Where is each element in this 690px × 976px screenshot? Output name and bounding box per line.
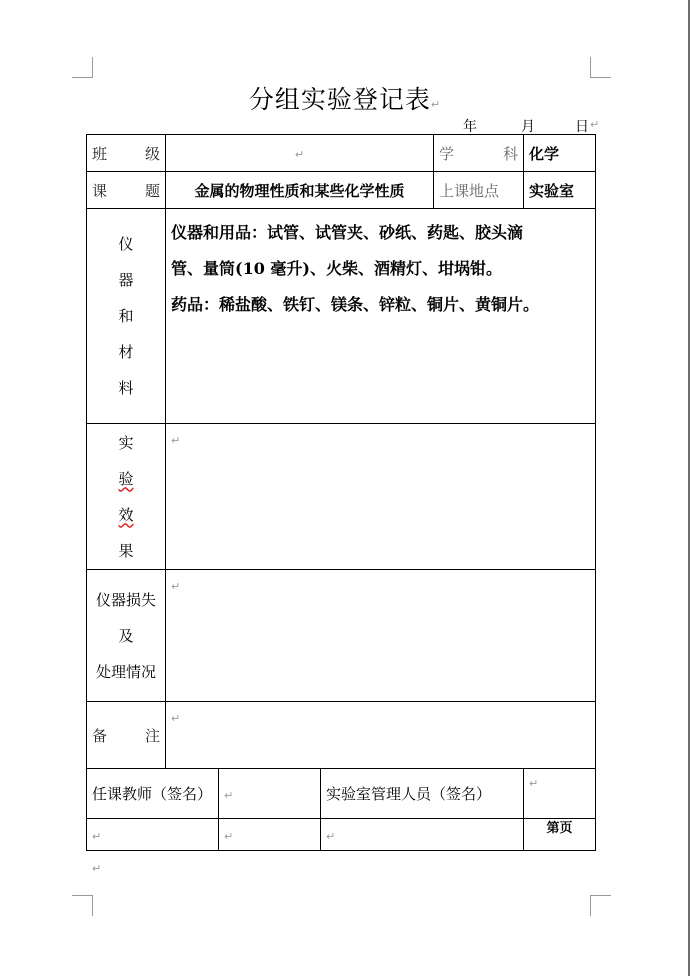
row-damage bbox=[87, 570, 596, 702]
paragraph-mark-icon: ↵ bbox=[224, 788, 234, 802]
date-year-label: 年 bbox=[463, 119, 477, 135]
effect-label: 实 验 效 果 bbox=[87, 424, 166, 570]
paragraph-mark-icon: ↵ bbox=[326, 829, 336, 843]
date-month-label: 月 bbox=[521, 119, 535, 135]
reagents-line: 药品：稀盐酸、铁钉、镁条、锌粒、铜片、黄铜片。 bbox=[171, 295, 540, 314]
equipment-content[interactable] bbox=[166, 209, 596, 424]
row-last bbox=[87, 819, 596, 851]
effect-field[interactable] bbox=[166, 424, 596, 570]
paragraph-mark-icon: ↵ bbox=[92, 829, 102, 843]
paragraph-mark-icon: ↵ bbox=[430, 98, 442, 111]
crop-mark-bottom-right-v bbox=[590, 895, 591, 916]
registration-form-table bbox=[86, 134, 596, 851]
equipment-line: 管、量筒(10 毫升)、火柴、酒精灯、坩埚钳。 bbox=[171, 259, 502, 278]
crop-mark-top-right-h bbox=[590, 77, 611, 78]
paragraph-mark-icon: ↵ bbox=[171, 434, 181, 447]
paragraph-mark-icon: ↵ bbox=[529, 777, 539, 790]
crop-mark-bottom-left-v bbox=[92, 895, 93, 916]
document-title bbox=[0, 80, 690, 116]
crop-mark-top-left-v bbox=[92, 57, 93, 78]
lab-admin-signature-field[interactable] bbox=[524, 769, 596, 819]
row-topic bbox=[87, 172, 596, 209]
teacher-signature-label: 任课教师（签名） bbox=[87, 769, 219, 819]
row-effect bbox=[87, 424, 596, 570]
page-number-label: 第页 bbox=[524, 819, 596, 851]
footer-cell-1[interactable] bbox=[87, 819, 219, 851]
class-location-value[interactable]: 实验室 bbox=[524, 172, 596, 209]
date-day-label: 日 bbox=[575, 119, 589, 135]
row-signature bbox=[87, 769, 596, 819]
paragraph-mark-icon: ↵ bbox=[171, 580, 181, 593]
class-label: 班 级 bbox=[87, 135, 166, 172]
topic-label: 课 题 bbox=[87, 172, 166, 209]
paragraph-mark-icon: ↵ bbox=[590, 118, 600, 131]
paragraph-mark-icon: ↵ bbox=[294, 148, 305, 161]
class-location-label: 上课地点 bbox=[434, 172, 524, 209]
remarks-label: 备 注 bbox=[87, 702, 166, 769]
teacher-signature-field[interactable] bbox=[219, 769, 321, 819]
row-equipment bbox=[87, 209, 596, 424]
crop-mark-bottom-right-h bbox=[590, 895, 611, 896]
damage-label: 仪器损失 及 处理情况 bbox=[87, 570, 166, 702]
title-text: 分组实验登记表 bbox=[248, 85, 431, 114]
class-value-field[interactable] bbox=[166, 135, 434, 172]
crop-mark-top-right-v bbox=[590, 57, 591, 78]
footer-cell-3[interactable] bbox=[321, 819, 524, 851]
lab-admin-signature-label: 实验室管理人员（签名） bbox=[321, 769, 524, 819]
paragraph-mark-icon: ↵ bbox=[224, 829, 234, 843]
equipment-label: 仪 器 和 材 料 bbox=[87, 209, 166, 424]
remarks-field[interactable] bbox=[166, 702, 596, 769]
paragraph-mark-icon: ↵ bbox=[171, 712, 181, 725]
subject-value[interactable]: 化学 bbox=[524, 135, 596, 172]
crop-mark-bottom-left-h bbox=[72, 895, 93, 896]
damage-field[interactable] bbox=[166, 570, 596, 702]
paragraph-mark-icon: ↵ bbox=[92, 862, 102, 875]
row-class bbox=[87, 135, 596, 172]
row-remarks bbox=[87, 702, 596, 769]
crop-mark-top-left-h bbox=[72, 77, 93, 78]
topic-value[interactable]: 金属的物理性质和某些化学性质 bbox=[166, 172, 434, 209]
footer-cell-2[interactable] bbox=[219, 819, 321, 851]
equipment-line: 仪器和用品：试管、试管夹、砂纸、药匙、胶头滴 bbox=[171, 223, 524, 242]
subject-label: 学 科 bbox=[434, 135, 524, 172]
